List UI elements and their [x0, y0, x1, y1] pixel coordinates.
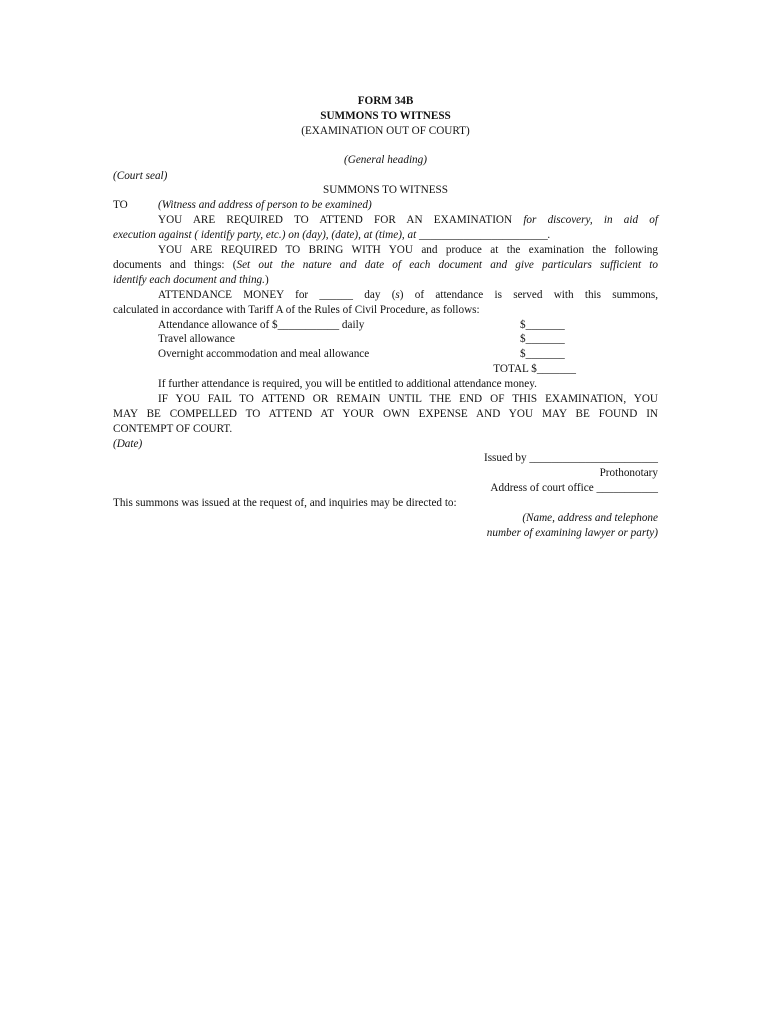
further-attendance: If further attendance is required, you will be entitled to additional attendance money. [158, 378, 537, 390]
issued-request: This summons was issued at the request of, and inquiries may be directed to: [113, 497, 457, 509]
total-line: TOTAL $_______ [493, 363, 576, 375]
court-seal: (Court seal) [113, 170, 168, 182]
bring-paragraph-line1: YOU ARE REQUIRED TO BRING WITH YOU and produce at the examination the following [158, 244, 658, 256]
bring-paragraph-line3: identify each document and thing.) [113, 274, 269, 286]
bring-paragraph-line2: documents and things: (Set out the nature and date of each document and give particulars sufficient to [113, 259, 659, 271]
date-field: (Date) [113, 438, 143, 450]
allowance-label: Attendance allowance of $___________ daily [158, 319, 365, 331]
lawyer-placeholder-line1: (Name, address and telephone [522, 512, 658, 524]
to-line [113, 198, 658, 213]
allowance-amount: $_______ [520, 348, 565, 360]
allowance-row [113, 332, 658, 347]
allowance-amount: $_______ [520, 333, 565, 345]
form-title: SUMMONS TO WITNESS [320, 110, 451, 122]
to-label: TO [113, 199, 128, 211]
general-heading: (General heading) [344, 154, 427, 166]
attend-paragraph-line2: execution against ( identify party, etc.) on (day), (date), at (time), at _______________________. [113, 229, 551, 241]
witness-placeholder: (Witness and address of person to be examined) [158, 199, 372, 211]
court-office-address: Address of court office ___________ [490, 482, 658, 494]
attend-paragraph-line1: YOU ARE REQUIRED TO ATTEND FOR AN EXAMINATION for discovery, in aid of [158, 214, 658, 226]
form-number: FORM 34B [357, 95, 414, 107]
summons-heading: SUMMONS TO WITNESS [323, 184, 448, 196]
form-subtitle: (EXAMINATION OUT OF COURT) [301, 125, 470, 137]
money-paragraph-line1: ATTENDANCE MONEY for ______ day (s) of attendance is served with this summons, [158, 289, 658, 301]
issued-by: Issued by _______________________ [483, 452, 658, 464]
warning-line1: IF YOU FAIL TO ATTEND OR REMAIN UNTIL THE END OF THIS EXAMINATION, YOU [158, 393, 658, 405]
prothonotary: Prothonotary [599, 467, 658, 479]
allowance-label: Travel allowance [158, 333, 235, 345]
lawyer-placeholder-line2: number of examining lawyer or party) [486, 527, 658, 539]
warning-line3: CONTEMPT OF COURT. [113, 423, 233, 435]
allowance-row [113, 318, 658, 333]
warning-line2: MAY BE COMPELLED TO ATTEND AT YOUR OWN EXPENSE AND YOU MAY BE FOUND IN [113, 408, 658, 420]
allowance-amount: $_______ [520, 319, 565, 331]
allowance-row [113, 347, 658, 362]
allowance-label: Overnight accommodation and meal allowance [158, 348, 370, 360]
money-paragraph-line2: calculated in accordance with Tariff A of the Rules of Civil Procedure, as follows: [113, 304, 480, 316]
